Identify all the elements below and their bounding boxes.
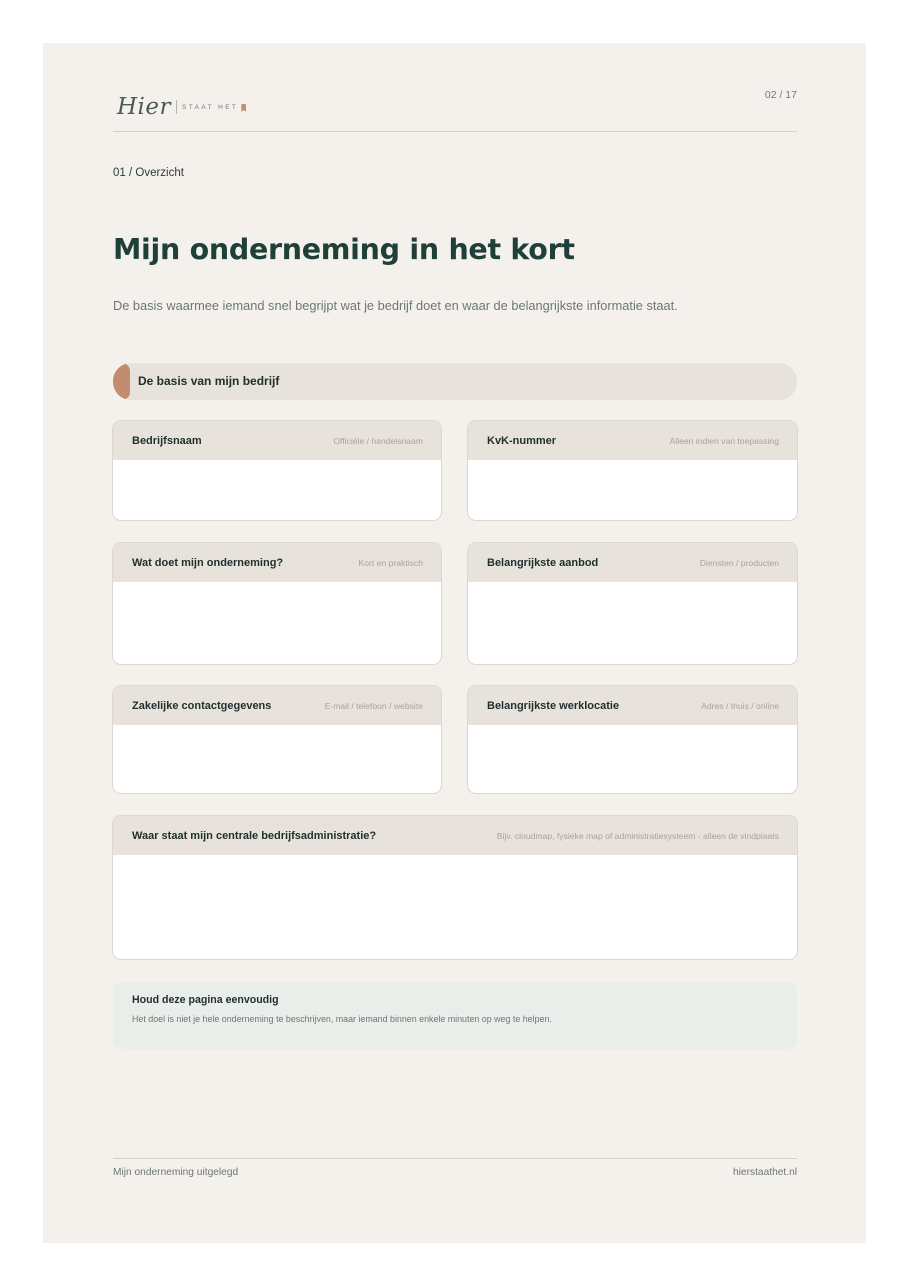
card-header xyxy=(113,686,441,725)
field-card-bedrijfsnaam xyxy=(112,420,442,521)
field-card-administratie xyxy=(112,815,798,960)
kvk-field[interactable] xyxy=(468,460,797,521)
card-hint: Alleen indien van toepassing xyxy=(669,435,779,446)
administratie-field[interactable] xyxy=(113,855,797,960)
card-header xyxy=(113,421,441,460)
document-page xyxy=(43,43,866,1243)
page-number: 02 / 17 xyxy=(764,89,797,101)
card-title: Waar staat mijn centrale bedrijfsadministratie? xyxy=(132,829,377,842)
werklocatie-field[interactable] xyxy=(468,725,797,794)
field-card-kvk xyxy=(467,420,798,521)
card-hint: E-mail / telefoon / website xyxy=(324,700,423,711)
card-hint: Bijv. cloudmap, fysieke map of administratiesysteem - alleen de vindplaats xyxy=(496,830,779,841)
card-hint: Adres / thuis / online xyxy=(701,700,779,711)
brand-logo xyxy=(117,93,246,121)
card-hint: Kort en praktisch xyxy=(358,557,423,568)
card-header xyxy=(113,816,797,855)
card-hint: Officiële / handelsnaam xyxy=(333,435,423,446)
note-title: Houd deze pagina eenvoudig xyxy=(132,994,279,1006)
logo-divider xyxy=(176,100,177,114)
card-title: Belangrijkste werklocatie xyxy=(487,699,620,712)
bookmark-icon xyxy=(241,104,246,112)
card-title: Belangrijkste aanbod xyxy=(487,556,599,569)
card-hint: Diensten / producten xyxy=(699,557,779,568)
bedrijfsnaam-field[interactable] xyxy=(113,460,441,521)
tip-note xyxy=(113,982,797,1049)
card-header xyxy=(113,543,441,582)
field-card-werklocatie xyxy=(467,685,798,794)
contact-field[interactable] xyxy=(113,725,441,794)
card-title: Wat doet mijn onderneming? xyxy=(132,556,284,569)
card-title: Zakelijke contactgegevens xyxy=(132,699,272,712)
note-text: Het doel is niet je hele onderneming te beschrijven, maar iemand binnen enkele minuten op weg te helpen. xyxy=(132,1014,552,1024)
activiteit-field[interactable] xyxy=(113,582,441,665)
band-label: De basis van mijn bedrijf xyxy=(138,374,280,388)
footer-url: hierstaathet.nl xyxy=(733,1167,797,1178)
footer-title: Mijn onderneming uitgelegd xyxy=(113,1167,239,1178)
field-card-contact xyxy=(112,685,442,794)
band-accent-tab xyxy=(113,363,130,400)
card-header xyxy=(468,686,797,725)
card-title: KvK-nummer xyxy=(487,434,557,447)
aanbod-field[interactable] xyxy=(468,582,797,665)
field-card-aanbod xyxy=(467,542,798,665)
logo-tagline: STAAT HET xyxy=(182,103,239,111)
page-title: Mijn onderneming in het kort xyxy=(113,233,575,266)
card-title: Bedrijfsnaam xyxy=(132,434,202,447)
page-lead: De basis waarmee iemand snel begrijpt wat je bedrijf doet en waar de belangrijkste informatie staat. xyxy=(113,298,678,313)
section-band xyxy=(113,363,797,400)
field-card-activiteit xyxy=(112,542,442,665)
card-header xyxy=(468,543,797,582)
logo-wordmark: Hier xyxy=(117,94,172,120)
footer-divider xyxy=(113,1158,797,1159)
header-divider xyxy=(113,131,797,132)
section-label: 01 / Overzicht xyxy=(113,167,184,179)
card-header xyxy=(468,421,797,460)
